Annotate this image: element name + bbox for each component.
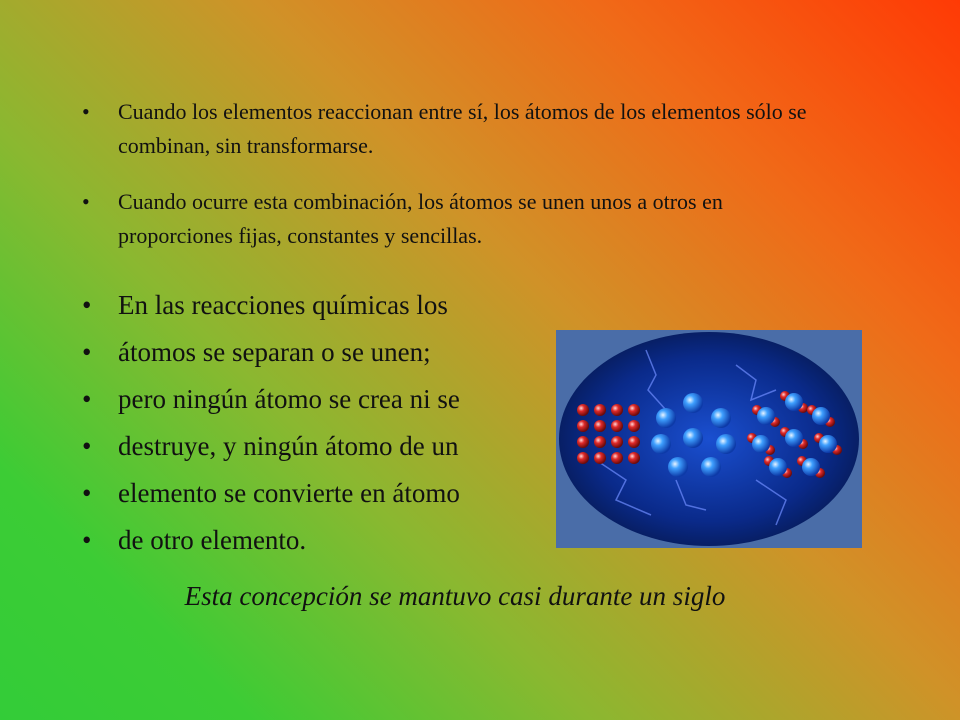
red-atom: [577, 420, 589, 432]
red-atom: [577, 452, 589, 464]
red-atom: [594, 420, 606, 432]
blue-atom: [785, 393, 803, 411]
red-atom: [611, 452, 623, 464]
main-bullet-4: • destruye, y ningún átomo de un: [82, 423, 542, 470]
caption: Esta concepción se mantuvo casi durante un siglo: [184, 581, 726, 611]
main-bullet-2: • átomos se separan o se unen;: [82, 329, 542, 376]
blue-atom: [769, 458, 787, 476]
atoms-illustration-svg: [556, 330, 862, 548]
main-bullet-1: • En las reacciones químicas los: [82, 282, 542, 329]
red-atom: [611, 404, 623, 416]
main-bullet-list: [82, 282, 542, 564]
red-atom: [594, 404, 606, 416]
blue-atom: [752, 435, 770, 453]
blue-atom: [656, 408, 676, 428]
red-atom: [594, 452, 606, 464]
blue-atom: [701, 457, 721, 477]
red-atom: [594, 436, 606, 448]
red-atom: [628, 452, 640, 464]
blue-atom: [683, 393, 703, 413]
red-atom: [611, 436, 623, 448]
blue-atom: [651, 434, 671, 454]
top-bullet-list: [82, 95, 842, 275]
blue-atom: [819, 435, 837, 453]
blue-atom: [683, 428, 703, 448]
red-atom: [611, 420, 623, 432]
blue-atom: [711, 408, 731, 428]
red-atom: [628, 436, 640, 448]
top-bullet-1: • Cuando los elementos reaccionan entre sí, los átomos de los elementos sólo se combinan, sin transformarse.: [82, 95, 842, 163]
blue-atom: [785, 429, 803, 447]
main-bullet-5: • elemento se convierte en átomo: [82, 470, 542, 517]
top-bullet-2: • Cuando ocurre esta combinación, los átomos se unen unos a otros en proporciones fijas, constantes y sencillas.: [82, 185, 842, 253]
blue-atom: [802, 458, 820, 476]
main-bullet-3: • pero ningún átomo se crea ni se: [82, 376, 542, 423]
blue-atom: [668, 457, 688, 477]
red-atom: [628, 420, 640, 432]
atoms-illustration: [556, 330, 862, 548]
blue-atom: [716, 434, 736, 454]
red-atom: [628, 404, 640, 416]
blue-atom: [757, 407, 775, 425]
red-atom: [577, 404, 589, 416]
red-atom: [577, 436, 589, 448]
blue-atom: [812, 407, 830, 425]
main-bullet-6: • de otro elemento.: [82, 517, 542, 564]
